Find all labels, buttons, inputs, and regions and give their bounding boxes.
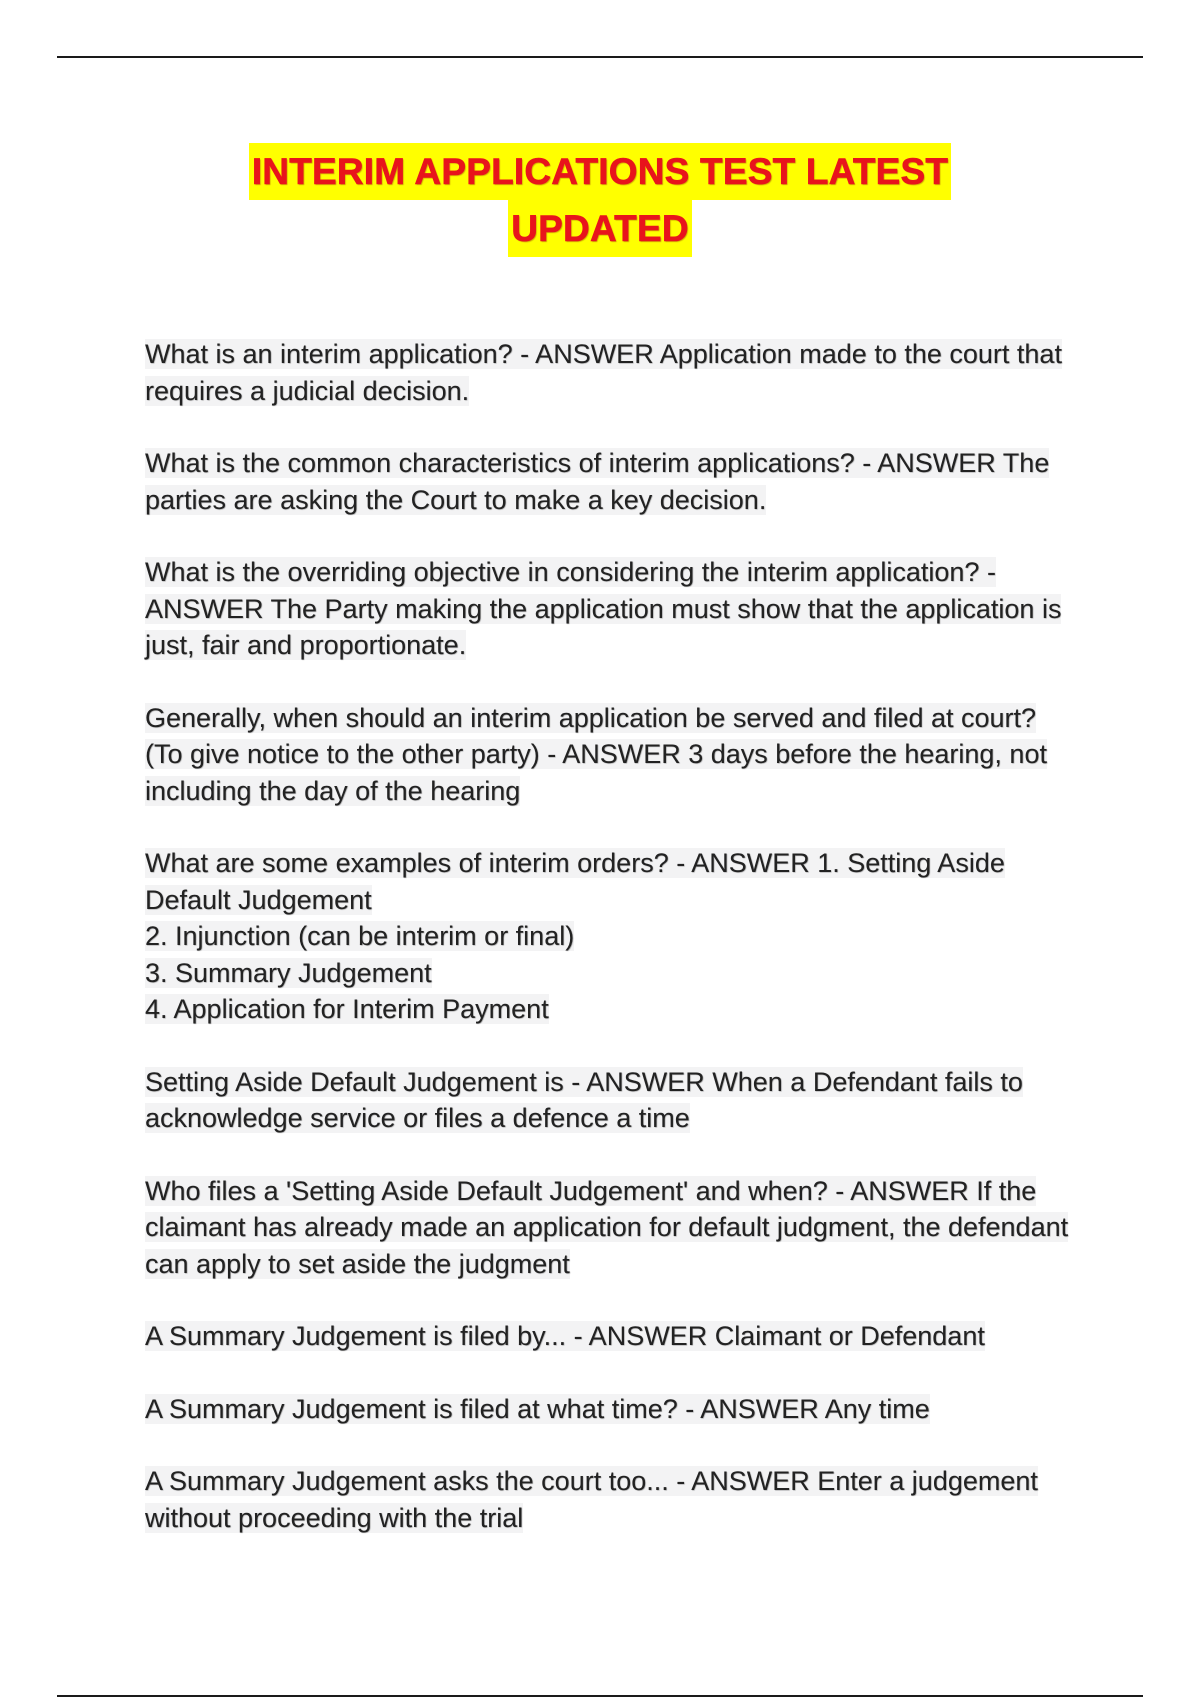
qa-list-line: 2. Injunction (can be interim or final)	[145, 921, 575, 951]
qa-item	[145, 554, 1075, 664]
qa-text: What is the overriding objective in considering the interim application? - ANSWER The Party making the application must show that the application is just, fair and proportionate.	[145, 557, 1062, 660]
qa-text: Setting Aside Default Judgement is - ANSWER When a Defendant fails to acknowledge service or files a defence a time	[145, 1066, 1023, 1133]
qa-text: A Summary Judgement asks the court too... - ANSWER Enter a judgement without proceeding with the trial	[145, 1466, 1038, 1533]
qa-item	[145, 700, 1075, 810]
qa-text: What are some examples of interim orders? - ANSWER 1. Setting Aside Default Judgement	[145, 848, 1005, 915]
document-title	[0, 143, 1200, 257]
qa-item	[145, 1064, 1075, 1137]
qa-text: Who files a 'Setting Aside Default Judgement' and when? - ANSWER If the claimant has already made an application for default judgment, the defendant can apply to set aside the judgment	[145, 1175, 1069, 1279]
qa-item	[145, 1318, 1075, 1355]
bottom-rule	[57, 1695, 1143, 1697]
top-rule	[57, 56, 1143, 58]
qa-text: Generally, when should an interim application be served and filed at court? (To give notice to the other party) - ANSWER 3 days before the hearing, not including the day of the hearing	[145, 702, 1047, 806]
qa-list	[145, 336, 1075, 1572]
title-line-1: INTERIM APPLICATIONS TEST LATEST	[249, 143, 951, 200]
qa-item	[145, 1173, 1075, 1283]
qa-list-line: 3. Summary Judgement	[145, 957, 432, 988]
qa-item	[145, 845, 1075, 1028]
qa-item	[145, 445, 1075, 518]
title-line-2: UPDATED	[508, 200, 692, 257]
qa-item	[145, 1463, 1075, 1536]
qa-item	[145, 1391, 1075, 1428]
qa-text: What is an interim application? - ANSWER Application made to the court that requires a judicial decision.	[145, 339, 1062, 406]
qa-list-line: 4. Application for Interim Payment	[145, 994, 549, 1024]
qa-text: A Summary Judgement is filed by... - ANSWER Claimant or Defendant	[145, 1321, 985, 1351]
qa-text: What is the common characteristics of interim applications? - ANSWER The parties are asking the Court to make a key decision.	[145, 448, 1050, 515]
qa-text: A Summary Judgement is filed at what time? - ANSWER Any time	[145, 1393, 930, 1424]
qa-item	[145, 336, 1075, 409]
